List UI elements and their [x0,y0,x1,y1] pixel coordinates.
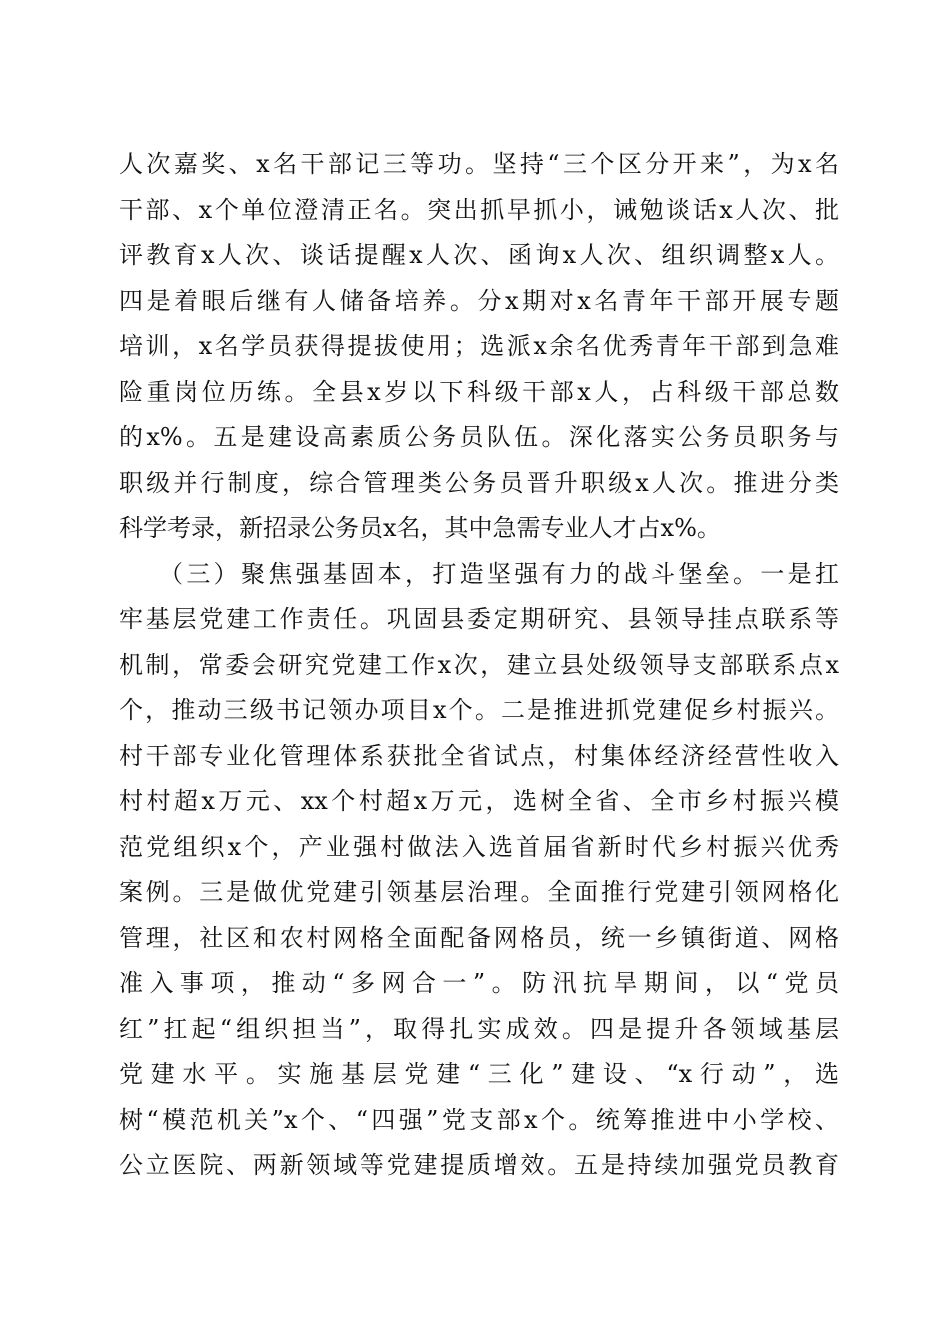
text-line: 个，推动三级书记领办项目x个。二是推进抓党建促乡村振兴。 [119,696,839,724]
text-line: 树“模范机关”x个、“四强”党支部x个。统筹推进中小学校、 [119,1105,839,1134]
text-line: 范党组织x个，产业强村做法入选首届省新时代乡村振兴优秀 [119,832,839,861]
body-text [119,142,839,1189]
text-line: 党建水平。实施基层党建“三化”建设、“x行动”，选 [119,1060,839,1088]
text-line: 险重岗位历练。全县x岁以下科级干部x人，占科级干部总数 [119,377,839,406]
section-heading-line: （三）聚焦强基固本，打造坚强有力的战斗堡垒。一是扛 [159,559,839,588]
text-line: 村村超x万元、xx个村超x万元，选树全省、全市乡村振兴模 [119,787,839,815]
text-line: 评教育x人次、谈话提醒x人次、函询x人次、组织调整x人。 [119,241,839,269]
text-line: 案例。三是做优党建引领基层治理。全面推行党建引领网格化 [119,878,839,906]
text-line: 的x%。五是建设高素质公务员队伍。深化落实公务员职务与 [119,423,839,451]
text-line: 人次嘉奖、x名干部记三等功。坚持“三个区分开来”，为x名 [119,150,839,178]
text-line: 干部、x个单位澄清正名。突出抓早抓小，诫勉谈话x人次、批 [119,195,839,224]
text-line: 四是着眼后继有人储备培养。分x期对x名青年干部开展专题 [119,286,839,315]
text-line: 牢基层党建工作责任。巩固县委定期研究、县领导挂点联系等 [119,605,839,633]
text-line: 准入事项，推动“多网合一”。防汛抗旱期间，以“党员 [119,969,839,997]
text-line: 机制，常委会研究党建工作x次，建立县处级领导支部联系点x [119,650,839,679]
text-line: 村干部专业化管理体系获批全省试点，村集体经济经营性收入 [119,741,839,770]
text-line: 培训，x名学员获得提拔使用；选派x余名优秀青年干部到急难 [119,332,839,360]
text-line: 公立医院、两新领域等党建提质增效。五是持续加强党员教育 [119,1151,839,1179]
text-line: 科学考录，新招录公务员x名，其中急需专业人才占x%。 [119,514,721,542]
text-line: 职级并行制度，综合管理类公务员晋升职级x人次。推进分类 [119,468,839,497]
text-line: 管理，社区和农村网格全面配备网格员，统一乡镇街道、网格 [119,923,839,952]
text-line: 红”扛起“组织担当”，取得扎实成效。四是提升各领域基层 [119,1014,839,1043]
